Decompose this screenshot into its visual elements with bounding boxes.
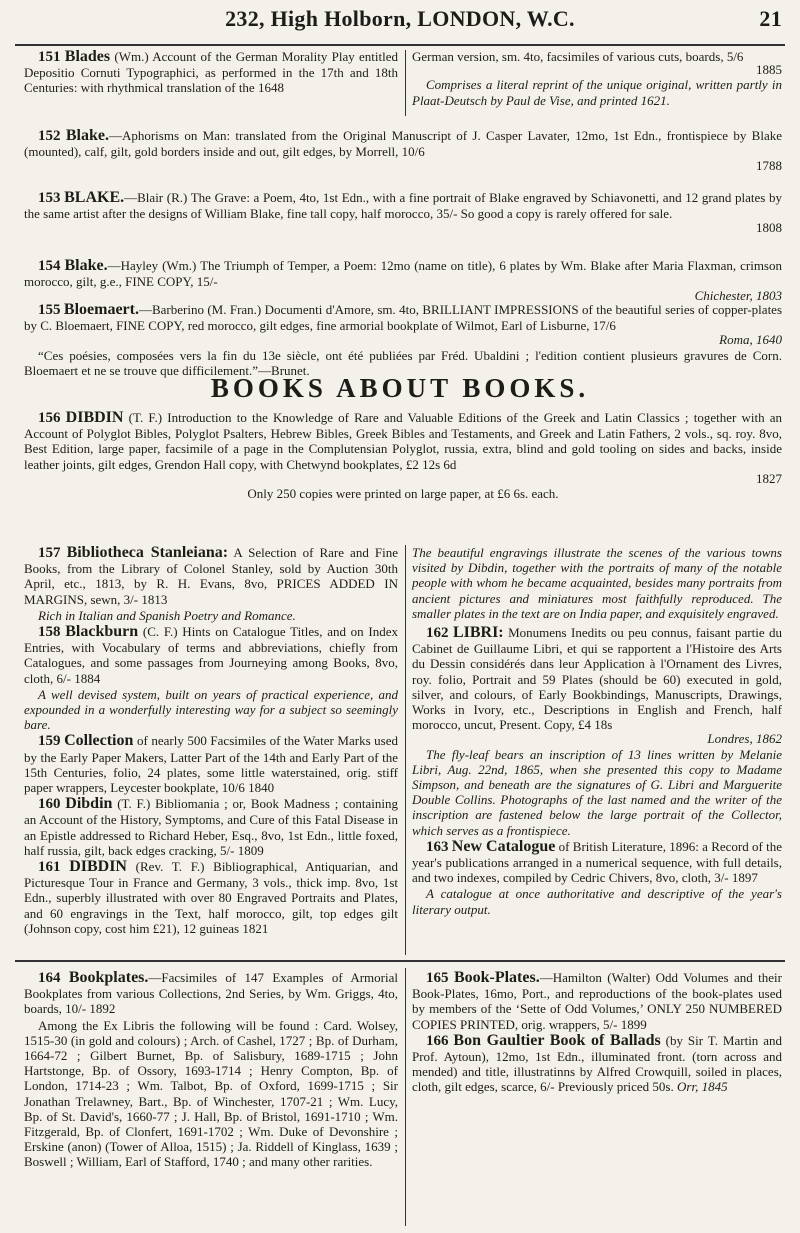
page-number: 21 (759, 6, 782, 31)
entry-155: 155 Bloemaert.—Barberino (M. Fran.) Documenti d'Amore, sm. 4to, BRILLIANT IMPRESSIONS of the beautiful series of copper-plates by C. Bloemaert, FINE COPY, red morocco, gilt edges, fine armorial bookplate of Wilmot, Earl of Lisburne, 17/6 Roma, 1640 “Ces poésies, composées vers la fin du 13e siècle, ont été publiées par Fréd. Ubaldini ; l'edition contient plusieurs gravures de Corn. Bloemaert et ne se trouve que difficilement.”—Brunet. (24, 301, 783, 378)
entry-heading: Blades (64, 48, 111, 65)
header-address: 232, High Holborn, LONDON, W.C. (225, 6, 575, 31)
left-column-middle: 157 Bibliotheca Stanleiana: A Selection of Rare and Fine Books, from the Library of Colonel Stanley, sold by Auction 30th April, etc., 1813, by R. H. Evans, 8vo, PRICES ADDED IN MARGINS, sewn, 3/- 1813 Rich in Italian and Spanish Poetry and Romance. 158 Blackburn (C. F.) Hints on Catalogue Titles, and on Index Entries, with Vocabulary of terms and abbreviations, chiefly from Catalogues, and some passages from Journeying among Books, 8vo, cloth, 6/- 1884 A well devised system, built on years of practical experience, and expounded in a wonderfully interesting way for a subject so seemingly bare. 159 Collection of nearly 500 Facsimiles of the Water Marks used by the Early Paper Makers, Latter Part of the 14th and Early Part of the 15th Centuries, folio, 24 plates, some little waterstained, orig. stiff paper wrappers, Leycester bookplate, 10/6 1840 160 Dibdin (T. F.) Bibliomania ; or, Book Madness ; containing an Account of the History, Symptoms, and Cure of this Fatal Disease in an Epistle addressed to Richard Heber, Esq., 8vo, 1st Edn., little foxed, half russia, gilt, back edges cracking, 5/- 1809 161 DIBDIN (Rev. T. F.) Bibliographical, Antiquarian, and Picturesque Tour in France and Germany, 3 vols., thick imp. 8vo, 1st Edn., superbly illustrated with over 80 Engraved Portraits and Plates, and 60 engravings in the Text, half morocco, gilt, top edges gilt (Johnson copy, cost him £21), 12 guineas 1821 (24, 544, 399, 936)
section-rule (15, 960, 785, 962)
column-divider (405, 50, 406, 116)
entry-162: 162 LIBRI: Monumens Inedits ou peu connus, faisant partie du Cabinet de Guillaume Libri, et qui se rapportent a l'Histoire des Arts du Dessin considérés dans leur Application à l'Ornament des Livres, roy. folio, Portrait and 59 Plates (should be 60) executed in gold, silver, and colours, of Early Bookbindings, Manuscripts, Drawings, Works in Ivory, etc., Descriptions in English and French, half morocco, uncut, Present. Copy, £4 18s (412, 624, 783, 733)
column-divider (405, 545, 406, 955)
entry-164: 164 Bookplates.—Facsimiles of 147 Examples of Armorial Bookplates from various Collections, 2nd Series, by Wm. Griggs, 4to, boards, 10/- 1892 Among the Ex Libris the following will be found : Card. Wolsey, 1515-30 (in gold and colours) ; Arch. of Cashel, 1727 ; Bp. of Durham, 1664-72 ; Gilbert Burnet, Bp. of Salisbury, 1689-1715 ; John Hartstonge, Bp. of Ossory, 1693-1714 ; Henry Compton, Bp. of London, 1714-23 ; Wm. Talbot, Bp. of Oxford, 1699-1715 ; Sir Jonathan Trelawney, Bart., Bp. of Winchester, 1707-21 ; Wm. Lucy, Bp. of St. David's, 1660-77 ; J. Hall, Bp. of Bristol, 1691-1710 ; Wm. Fitzgerald, Bp. of Clonfert, 1691-1702 ; Wm. Duke of Devonshire ; Erskine (anon) (Tower of Alloa, 1515) ; Ja. Riddell of Kinglass, 1639 ; Boswell ; William, Earl of Stafford, 1740 ; and many other rarities. (24, 969, 398, 1170)
right-column-bottom (412, 970, 782, 1096)
entry-165: 165 Book-Plates.—Hamilton (Walter) Odd Volumes and their Book-Plates, 16mo, Port., and reproductions of the book-plates used by members of the ‘Sette of Odd Volumes,’ ONLY 250 NUMBERED COPIES PRINTED, orig. wrappers, 5/- 1899 (412, 969, 782, 1032)
entry-152: 152 Blake.—Aphorisms on Man: translated from the Original Manuscript of J. Casper Lavater, 12mo, 1st Edn., frontispiece by Blake (mounted), calf, gilt, gold borders inside and out, gilt edges, by Morrell, 10/6 1788 (24, 127, 782, 174)
entry-161: 161 DIBDIN (Rev. T. F.) Bibliographical, Antiquarian, and Picturesque Tour in France and Germany, 3 vols., thick imp. 8vo, 1st Edn., superbly illustrated with over 80 Engraved Portraits and Plates, and 60 engravings in the Text, half morocco, gilt, top edges gilt (Johnson copy, cost him £21), 12 guineas 1821 (24, 858, 399, 936)
entry-156: 156 DIBDIN (T. F.) Introduction to the Knowledge of Rare and Valuable Editions of the Greek and Latin Classics ; together with an Account of Polyglot Bibles, Polyglot Psalters, Hebrew Bibles, Greek Bibles and Testaments, and Greek and Latin Fathers, 2 vols., sq. roy. 8vo, Best Edition, large paper, facsimile of a page in the Complutensian Polyglot, russia, extra, blind and gold tooling on sides and backs, inside leather joints, gilt edges, Grendon Hall copy, with Chetwynd bookplates, £2 12s 6d 1827 Only 250 copies were printed on large paper, at £6 6s. each. (24, 409, 783, 502)
entry-151: 151 Blades (Wm.) Account of the German Morality Play entitled Depositio Cornuti Typographici, as performed in the 17th and 18th Centuries: with rhythmical translation of the 1648 (24, 48, 398, 96)
entry-151-continued: German version, sm. 4to, facsimiles of various cuts, boards, 5/6 1885 Comprises a literal reprint of the unique original, written partly in Plaat-Deutsch by Paul de Vise, and printed 1621. (412, 49, 782, 108)
section-title: BOOKS ABOUT BOOKS. (210, 373, 590, 403)
entry-154: 154 Blake.—Hayley (Wm.) The Triumph of Temper, a Poem: 12mo (name on title), 6 plates by Wm. Blake after Maria Flaxman, crimson morocco, gilt, g.e., FINE COPY, 15/- Chichester, 1803 (24, 257, 782, 304)
column-divider (405, 968, 406, 1226)
entry-160: 160 Dibdin (T. F.) Bibliomania ; or, Book Madness ; containing an Account of the History, Symptoms, and Cure of this Fatal Disease in an Epistle addressed to Richard Heber, Esq., 8vo, 1st Edn., little foxed, half russia, gilt, back edges cracking, 5/- 1809 (24, 795, 399, 858)
header-rule (15, 44, 785, 46)
entry-153: 153 BLAKE.—Blair (R.) The Grave: a Poem, 4to, 1st Edn., with a fine portrait of Blake engraved by Schiavonetti, and 12 grand plates by the same artist after the designs of William Blake, fine tall copy, half morocco, 35/- So good a copy is rarely offered for sale. 1808 (24, 189, 782, 236)
entry-157: 157 Bibliotheca Stanleiana: A Selection of Rare and Fine Books, from the Library of Colonel Stanley, sold by Auction 30th April, etc., 1813, by R. H. Evans, 8vo, PRICES ADDED IN MARGINS, sewn, 3/- 1813 (24, 544, 398, 607)
page-header (0, 6, 800, 46)
entry-163: 163 New Catalogue of British Literature, 1896: a Record of the year's publications arranged in a numerical sequence, with full details, and two indexes, compiled by Cedric Chivers, 8vo, cloth, 3/- 1897 (412, 837, 783, 886)
entry-158: 158 Blackburn (C. F.) Hints on Catalogue Titles, and on Index Entries, with Vocabulary of terms and abbreviations, chiefly from Catalogues, and some passages from Journeying among Books, 8vo, cloth, 6/- 1884 (24, 623, 398, 686)
entry-159: 159 Collection of nearly 500 Facsimiles of the Water Marks used by the Early Paper Makers, Latter Part of the 14th and Early Part of the 15th Centuries, folio, 24 plates, some little waterstained, orig. stiff paper wrappers, Leycester bookplate, 10/6 1840 (24, 732, 399, 796)
entry-166: 166 Bon Gaultier Book of Ballads (by Sir T. Martin and Prof. Aytoun), 12mo, 1st Edn., illuminated front. (torn across and mended) and title, illustratinns by Alfred Crowquill, soiled in places, cloth, gilt edges, scarce, 6/- Previously priced 50s. Orr, 1845 (412, 1031, 782, 1095)
entry-161-note: The beautiful engravings illustrate the scenes of the various towns visited by Dibdin, together with the portraits of many of the notable people with whom he became acquainted, besides many portraits from ancient pictures and miniatures most faithfully reproduced. The smaller plates in the text are on India paper, and exquisitely engraved. (412, 545, 782, 621)
right-column-middle: The beautiful engravings illustrate the scenes of the various towns visited by Dibdin, together with the portraits of many of the notable people with whom he became acquainted, besides many portraits from ancient pictures and miniatures most faithfully reproduced. The smaller plates in the text are on India paper, and exquisitely engraved. 162 LIBRI: Monumens Inedits ou peu connus, faisant partie du Cabinet de Guillaume Libri, et qui se rapportent a l'Histoire des Arts du Dessin considérés dans leur Application à l'Ornament des Livres, roy. folio, Portrait and 59 Plates (should be 60) executed in gold, silver, and colours, of Early Bookbindings, Manuscripts, Drawings, Works in Ivory, etc., Descriptions in English and French, half morocco, uncut, Present. Copy, £4 18s Londres, 1862 The fly-leaf bears an inscription of 13 lines written by Melanie Libri, Aug. 22nd, 1865, when she presented this copy to Madame Simpson, and beneath are the signatures of G. Libri and Marguerite Double Collins. Photographs of the last named and the writer of the inscription are fastened below the large portrait of the Collector, which serves as a frontispiece. 163 New Catalogue of British Literature, 1896: a Record of the year's publications arranged in a numerical sequence, with full details, and two indexes, compiled by Cedric Chivers, 8vo, cloth, 3/- 1897 A catalogue at once authoritative and descriptive of the year's literary output. (412, 545, 783, 917)
